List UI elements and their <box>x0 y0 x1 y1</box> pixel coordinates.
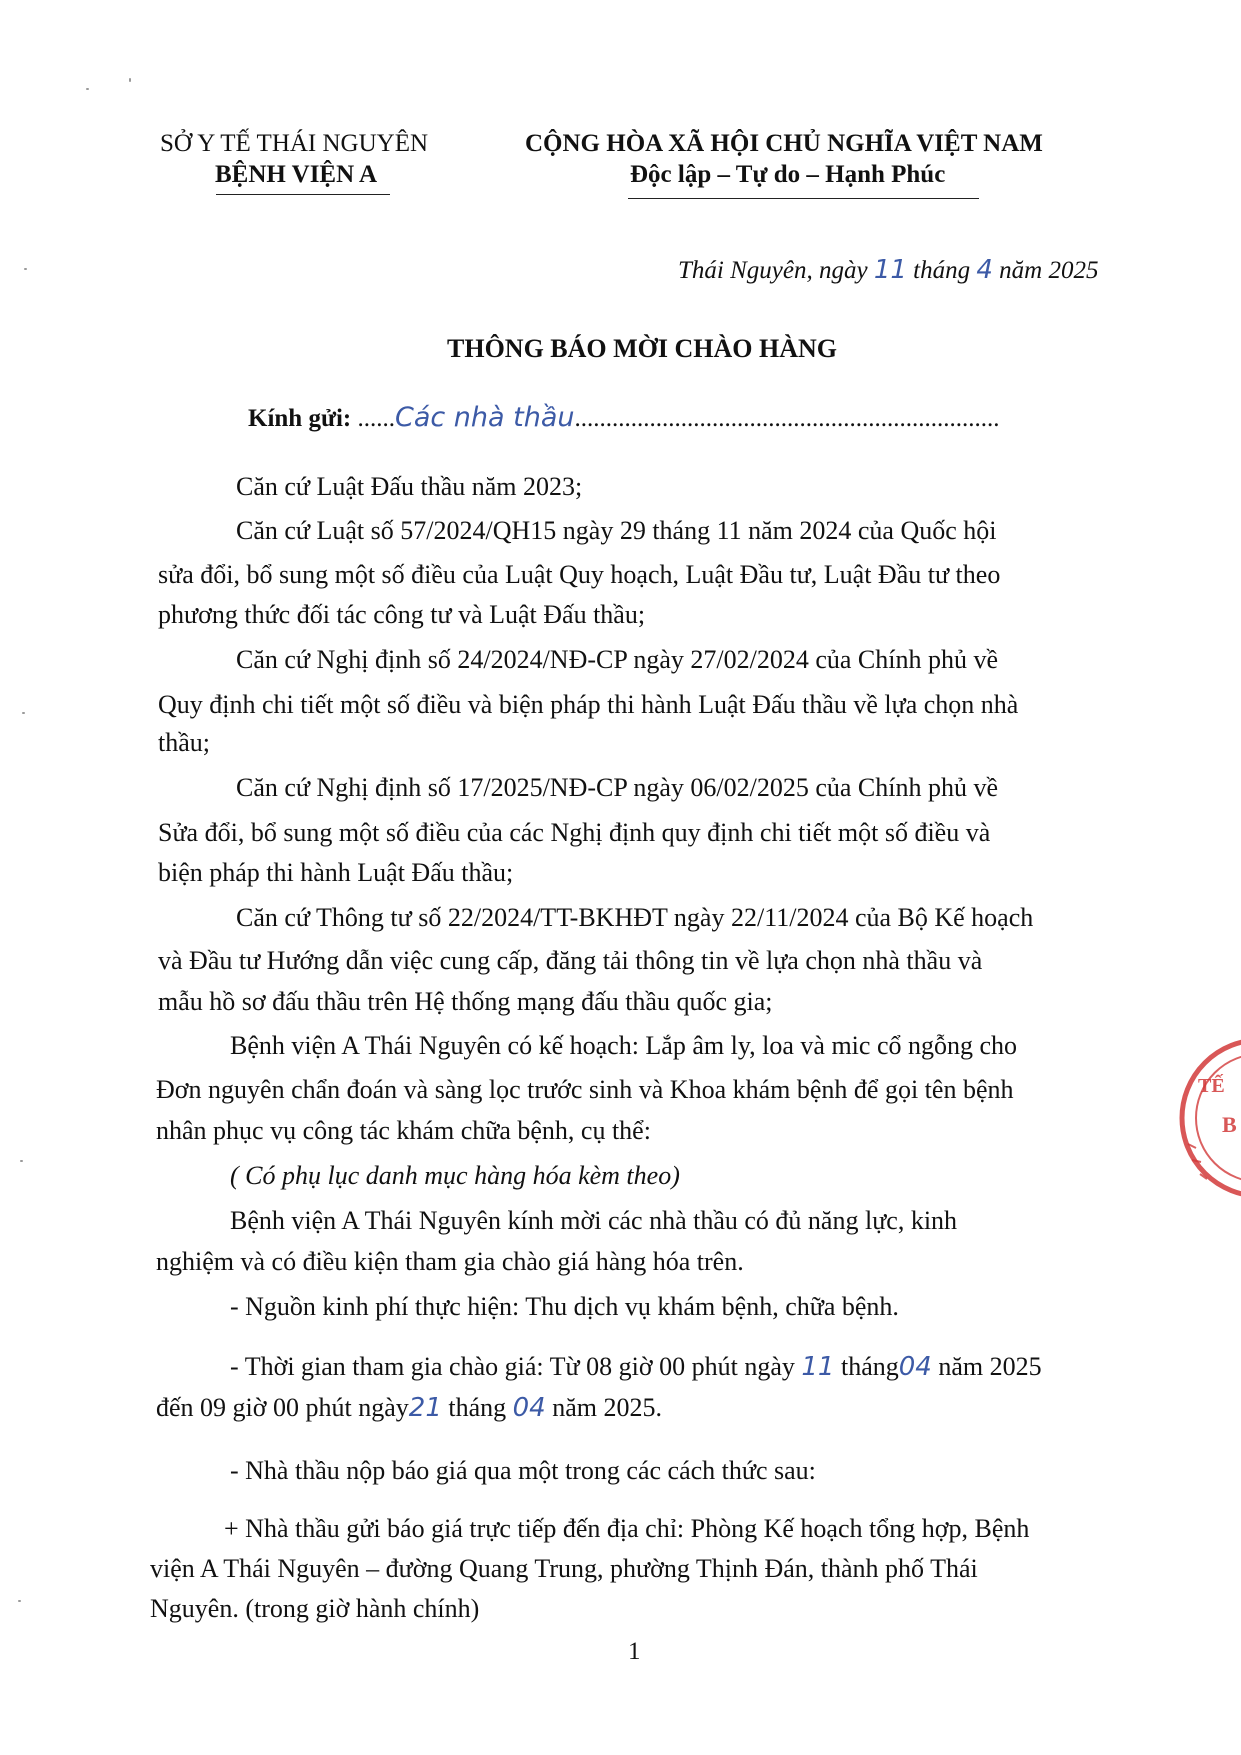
body-line: Bệnh viện A Thái Nguyên có kế hoạch: Lắp âm ly, loa và mic cổ ngỗng cho <box>230 1031 1018 1060</box>
appendix-note: ( Có phụ lục danh mục hàng hóa kèm theo) <box>230 1161 680 1190</box>
scan-speck <box>129 78 131 82</box>
svg-text:TẾ: TẾ <box>1198 1075 1225 1097</box>
body-line: viện A Thái Nguyên – đường Quang Trung, phường Thịnh Đán, thành phố Thái <box>150 1554 978 1583</box>
body-line: mẫu hồ sơ đấu thầu trên Hệ thống mạng đấu thầu quốc gia; <box>158 987 773 1016</box>
country-name: CỘNG HÒA XÃ HỘI CHỦ NGHĨA VIỆT NAM <box>525 130 1043 157</box>
bid-time-text: tháng <box>840 1352 899 1381</box>
body-line: Căn cứ Nghị định số 17/2025/NĐ-CP ngày 06/02/2025 của Chính phủ về <box>236 773 999 802</box>
scan-speck <box>20 1160 23 1162</box>
hospital-seal-stamp <box>1170 1032 1241 1202</box>
seal-graphic <box>1170 1032 1241 1202</box>
body-line: thầu; <box>158 728 210 757</box>
bid-time-text: năm 2025. <box>552 1393 662 1422</box>
body-line: biện pháp thi hành Luật Đấu thầu; <box>158 858 514 887</box>
bid-time-line <box>156 1393 662 1423</box>
body-line: Nguyên. (trong giờ hành chính) <box>150 1594 480 1623</box>
body-line: và Đầu tư Hướng dẫn việc cung cấp, đăng tải thông tin về lựa chọn nhà thầu và <box>158 946 983 975</box>
bid-time-text: năm 2025 <box>938 1352 1042 1381</box>
body-line: Bệnh viện A Thái Nguyên kính mời các nhà thầu có đủ năng lực, kinh <box>230 1206 958 1235</box>
body-line: + Nhà thầu gửi báo giá trực tiếp đến địa chỉ: Phòng Kế hoạch tổng hợp, Bệnh <box>224 1514 1030 1543</box>
svg-text:B: B <box>1222 1112 1237 1137</box>
recipient-label: Kính gửi: <box>248 405 352 432</box>
hospital-underline <box>216 194 390 195</box>
body-line: nhân phục vụ công tác khám chữa bệnh, cụ thể: <box>156 1116 651 1145</box>
scan-speck <box>18 1600 21 1602</box>
document-title: THÔNG BÁO MỜI CHÀO HÀNG <box>447 334 838 363</box>
date-month-handwritten: 4 <box>976 255 993 285</box>
start-month-handwritten: 04 <box>898 1352 932 1382</box>
bid-time-line <box>230 1352 1042 1382</box>
body-line: Đơn nguyên chẩn đoán và sàng lọc trước sinh và Khoa khám bệnh để gọi tên bệnh <box>156 1075 1014 1104</box>
date-suffix: năm 2025 <box>999 257 1099 284</box>
body-line: Căn cứ Luật Đấu thầu năm 2023; <box>236 472 583 501</box>
bid-time-text: đến 09 giờ 00 phút ngày <box>156 1393 409 1422</box>
body-line: Căn cứ Thông tư số 22/2024/TT-BKHĐT ngày 22/11/2024 của Bộ Kế hoạch <box>236 903 1034 932</box>
end-day-handwritten: 21 <box>408 1393 442 1423</box>
start-day-handwritten: 11 <box>801 1352 835 1382</box>
agency-name: SỞ Y TẾ THÁI NGUYÊN <box>160 130 429 157</box>
date-day-handwritten: 11 <box>873 255 907 285</box>
scan-speck <box>24 268 27 270</box>
hospital-name: BỆNH VIỆN A <box>215 161 378 188</box>
body-line: - Nhà thầu nộp báo giá qua một trong các cách thức sau: <box>230 1456 816 1485</box>
end-month-handwritten: 04 <box>512 1393 546 1423</box>
bid-time-text: tháng <box>448 1393 507 1422</box>
body-line: phương thức đối tác công tư và Luật Đấu thầu; <box>158 600 646 629</box>
recipient-dots: .................................................................... <box>574 405 1000 432</box>
body-line: - Nguồn kinh phí thực hiện: Thu dịch vụ khám bệnh, chữa bệnh. <box>230 1292 899 1321</box>
body-line: sửa đổi, bổ sung một số điều của Luật Quy hoạch, Luật Đầu tư, Luật Đầu tư theo <box>158 560 1001 589</box>
recipient-line <box>248 402 1000 433</box>
body-line: nghiệm và có điều kiện tham gia chào giá hàng hóa trên. <box>156 1247 744 1276</box>
recipient-handwritten: Các nhà thầu <box>394 402 575 433</box>
motto-underline <box>628 198 979 199</box>
date-prefix: Thái Nguyên, ngày <box>678 257 868 284</box>
page-number: 1 <box>628 1638 641 1665</box>
body-line: Quy định chi tiết một số điều và biện pháp thi hành Luật Đấu thầu về lựa chọn nhà <box>158 690 1019 719</box>
bid-time-text: - Thời gian tham gia chào giá: Từ 08 giờ 00 phút ngày <box>230 1352 795 1381</box>
date-month-word: tháng <box>913 257 971 284</box>
document-date <box>678 255 1098 285</box>
body-line: Căn cứ Nghị định số 24/2024/NĐ-CP ngày 27/02/2024 của Chính phủ về <box>236 645 999 674</box>
body-line: Căn cứ Luật số 57/2024/QH15 ngày 29 tháng 11 năm 2024 của Quốc hội <box>236 516 997 545</box>
national-motto: Độc lập – Tự do – Hạnh Phúc <box>630 161 946 188</box>
recipient-dots: ...... <box>357 405 395 432</box>
scan-speck <box>86 88 89 90</box>
scan-speck <box>22 712 25 714</box>
body-line: Sửa đổi, bổ sung một số điều của các Nghị định quy định chi tiết một số điều và <box>158 818 991 847</box>
